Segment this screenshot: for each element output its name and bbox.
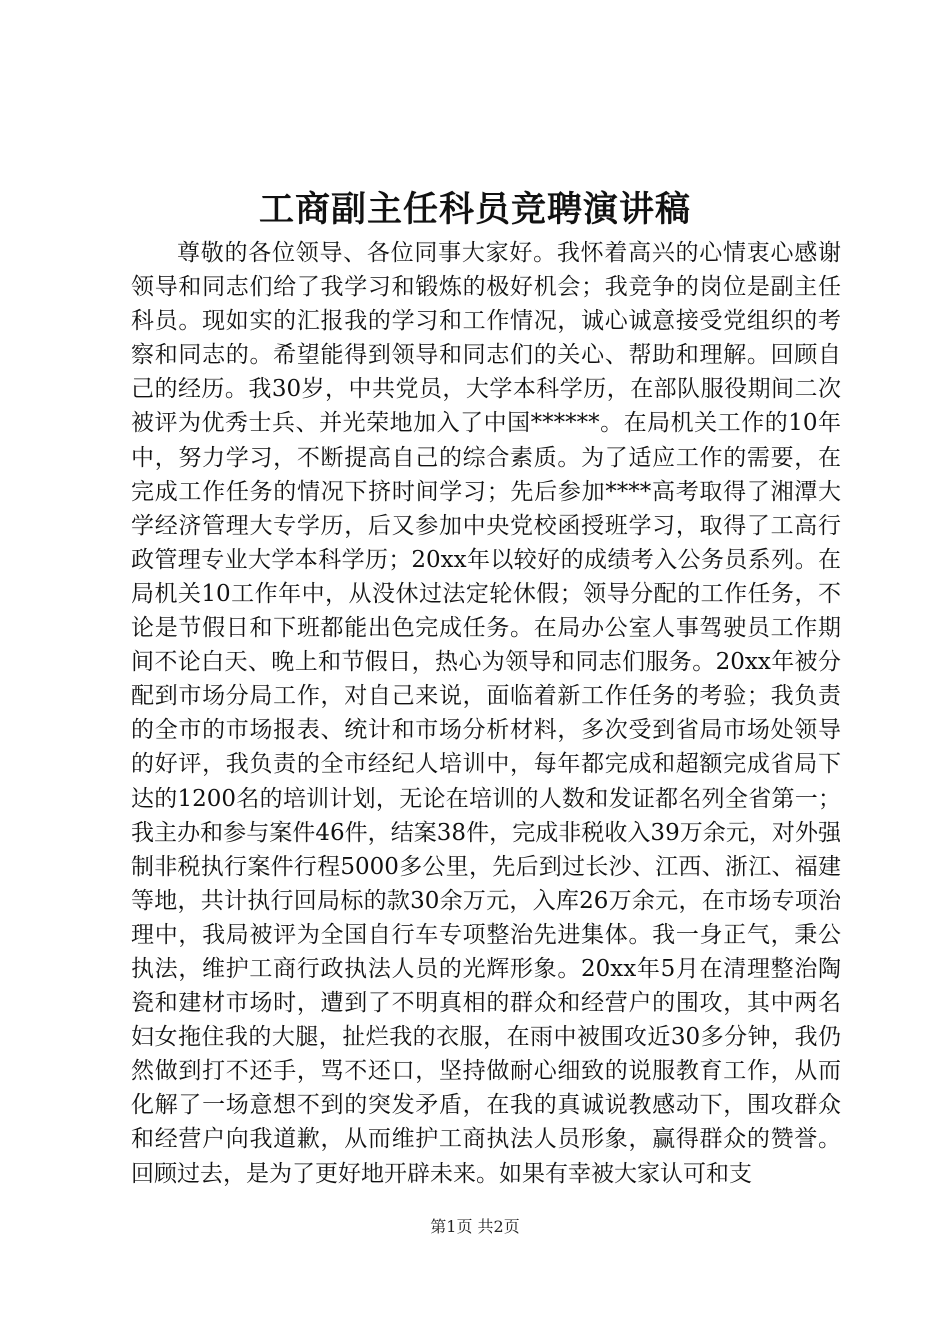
document-title: 工商副主任科员竞聘演讲稿 xyxy=(258,189,691,230)
page-number-footer: 第1页 共2页 xyxy=(430,1217,520,1236)
document-body-paragraph: 尊敬的各位领导、各位同事大家好。我怀着高兴的心情衷心感谢领导和同志们给了我学习和锻炼的极好机会；我竞争的岗位是副主任科员。现如实的汇报我的学习和工作情况，诚心诚意接受党组织的考察和同志的。希望能得到领导和同志们的关心、帮助和理解。回顾自己的经历。我30岁，中共党员，大学本科学历，在部队服役期间二次被评为优秀士兵、并光荣地加入了中国******。在局机关工作的10年中，努力学习，不断提高自己的综合素质。为了适应工作的需要，在完成工作任务的情况下挤时间学习；先后参加****高考取得了湘潭大学经济管理大专学历，后又参加中央党校函授班学习，取得了工高行政管理专业大学本科学历；20xx年以较好的成绩考入公务员系列。在局机关10工作年中，从没休过法定轮休假；领导分配的工作任务，不论是节假日和下班都能出色完成任务。在局办公室人事驾驶员工作期间不论白天、晚上和节假日，热心为领导和同志们服务。20xx年被分配到市场分局工作，对自己来说，面临着新工作任务的考验；我负责的全市的市场报表、统计和市场分析材料，多次受到省局市场处领导的好评，我负责的全市经纪人培训中，每年都完成和超额完成省局下达的1200名的培训计划，无论在培训的人数和发证都名列全省第一；我主办和参与案件46件，结案38件，完成非税收入39万余元，对外强制非税执行案件行程5000多公里，先后到过长沙、江西、浙江、福建等地，共计执行回局标的款30余万元，入库26万余元，在市场专项治理中，我局被评为全国自行车专项整治先进集体。我一身正气，秉公执法，维护工商行政执法人员的光辉形象。20xx年5月在清理整治陶瓷和建材市场时，遭到了不明真相的群众和经营户的围攻，其中两名妇女拖住我的大腿，扯烂我的衣服，在雨中被围攻近30多分钟，我仍然做到打不还手，骂不还口，坚持做耐心细致的说服教育工作，从而化解了一场意想不到的突发矛盾，在我的真诚说教感动下，围攻群众和经营户向我道歉，从而维护工商执法人员形象，赢得群众的赞誉。回顾过去，是为了更好地开辟未来。如果有幸被大家认可和支 xyxy=(131,240,841,1187)
